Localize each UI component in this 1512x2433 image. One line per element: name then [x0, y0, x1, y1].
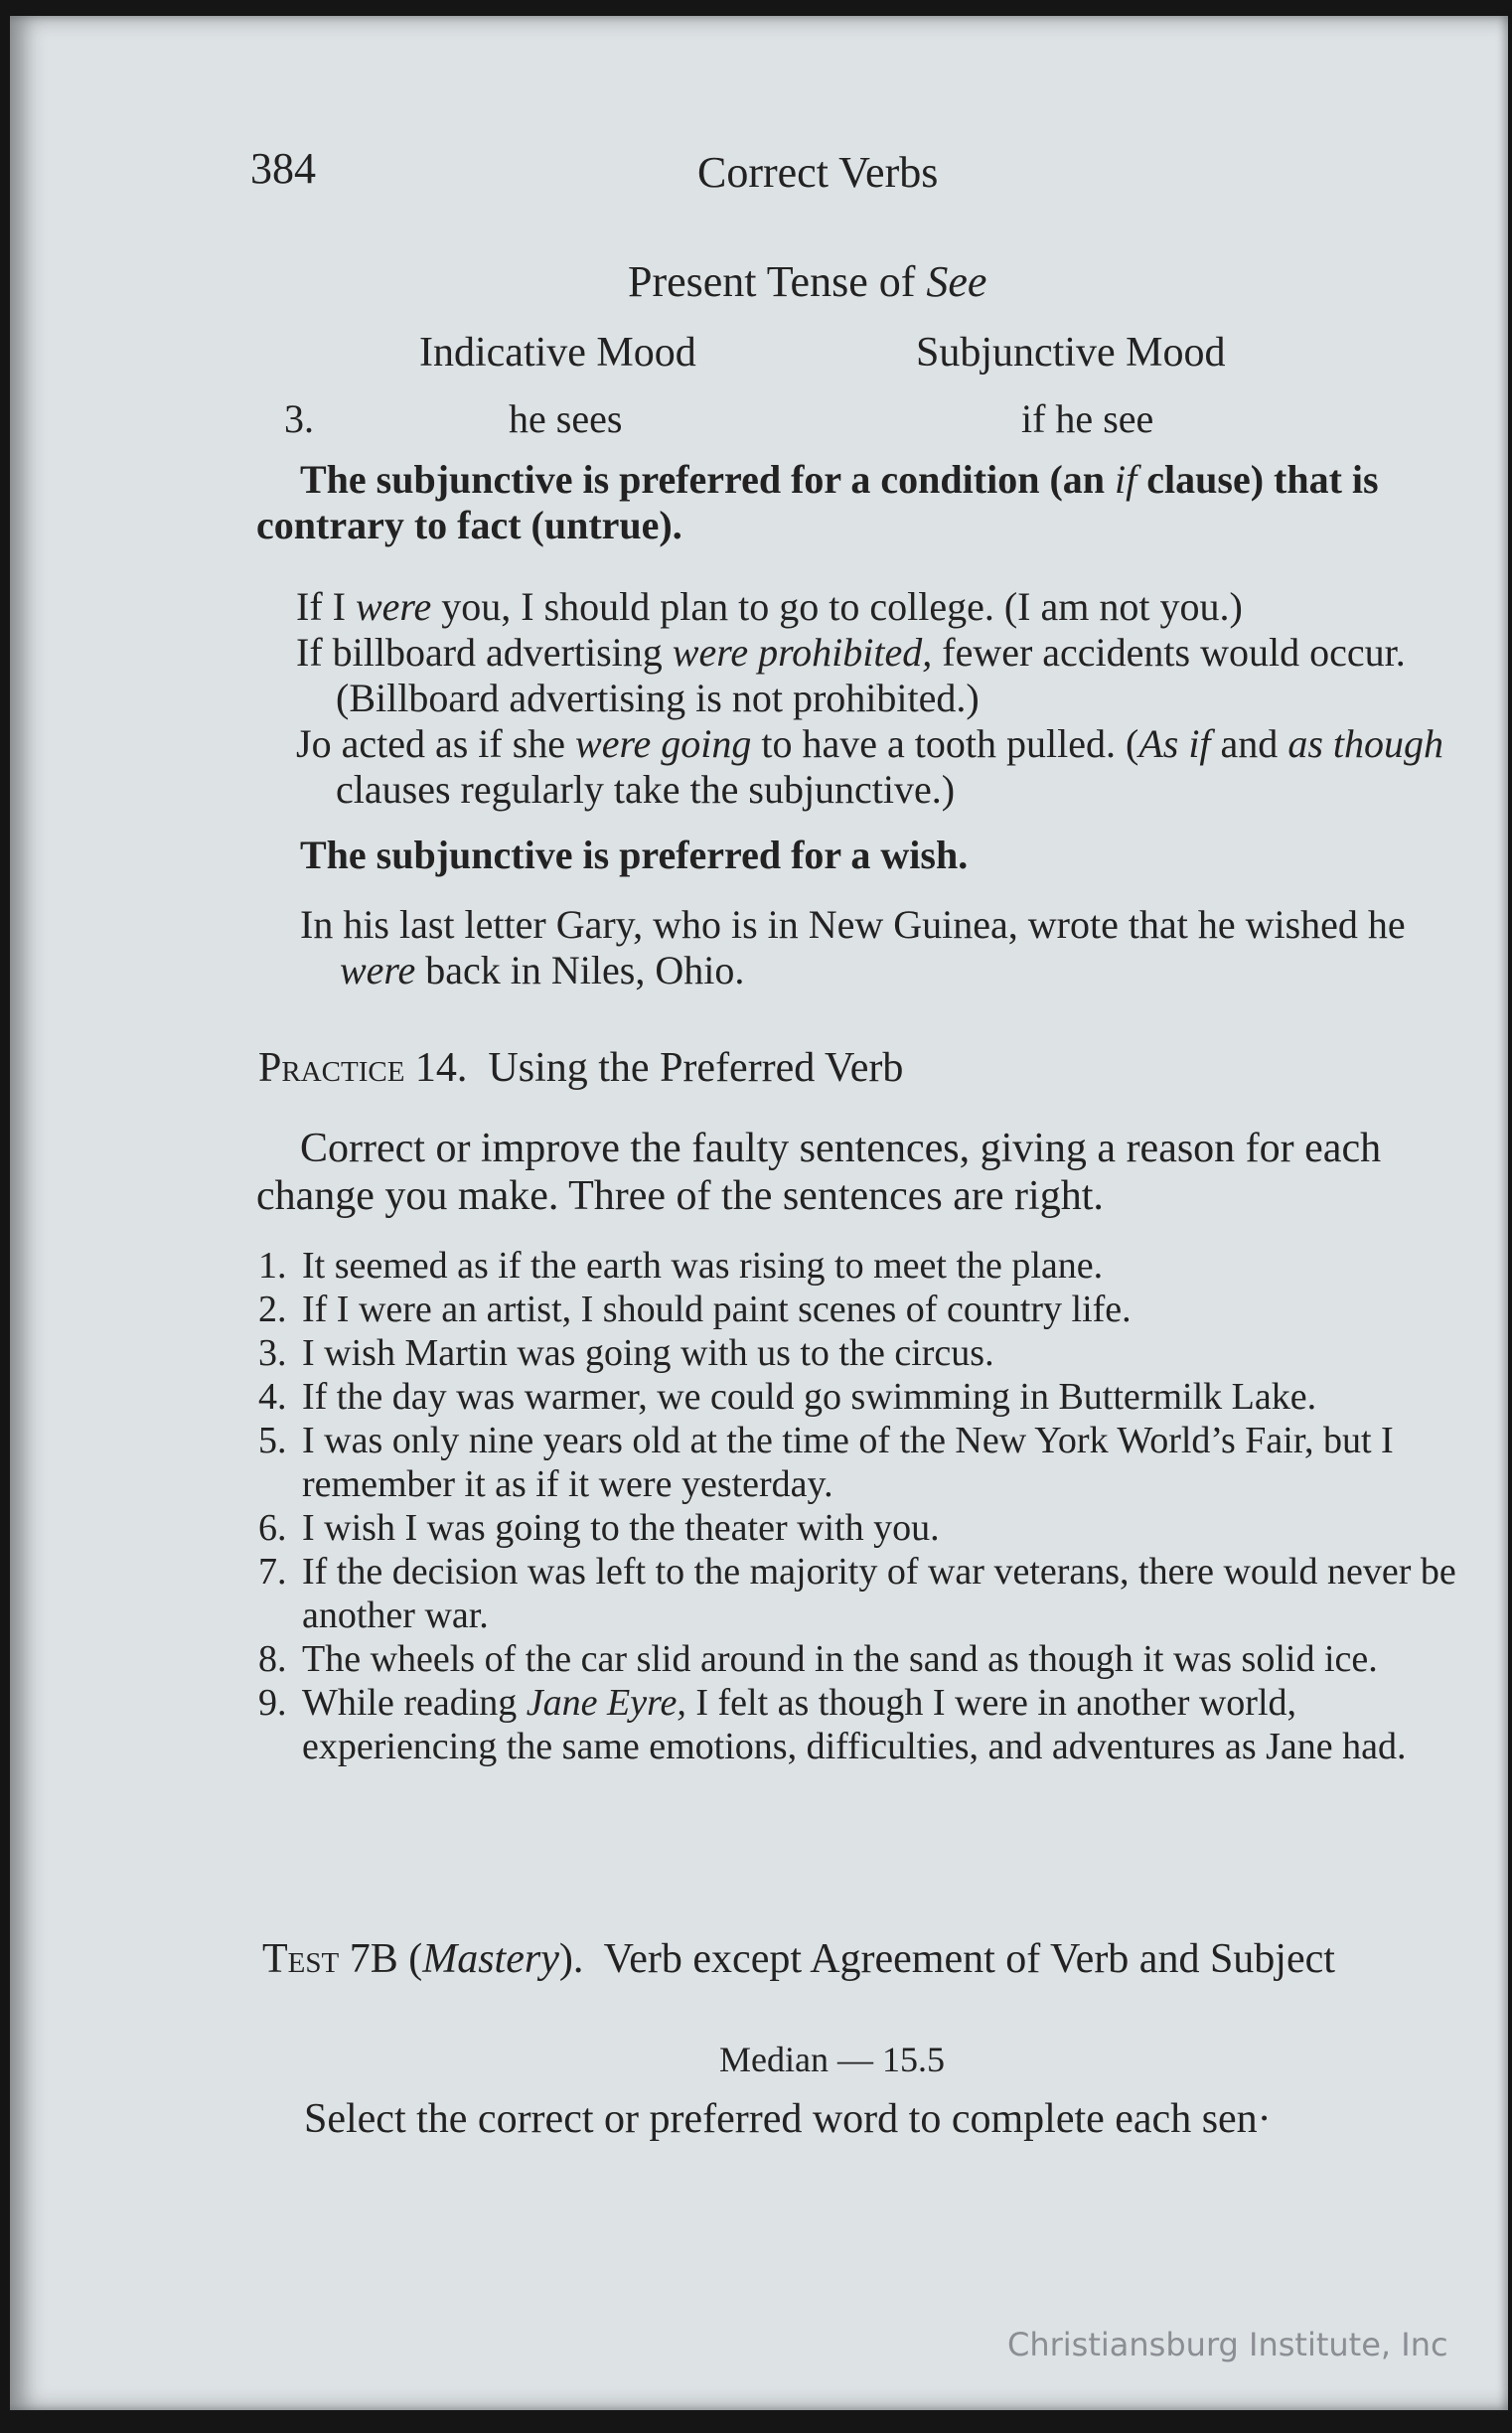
list-item: 2. If I were an artist, I should paint scenes of country life. — [258, 1289, 1132, 1330]
test-heading: Test 7B (Mastery). Verb except Agreement of Verb and Subject — [262, 1936, 1335, 1982]
list-item: 5. I was only nine years old at the time of the New York World’s Fair, but I remember it as if it were yesterday. — [258, 1420, 1394, 1505]
column-header-subjunctive: Subjunctive Mood — [916, 330, 1226, 376]
table-title-prefix: Present Tense of — [628, 257, 927, 306]
list-item: 7. If the decision was left to the majority of war veterans, there would never be another war. — [258, 1551, 1456, 1636]
running-title: Correct Verbs — [697, 148, 939, 197]
test-instructions: Select the correct or preferred word to complete each sen· — [304, 2096, 1272, 2142]
practice-title: Using the Preferred Verb — [488, 1045, 904, 1091]
practice-label: Practice — [258, 1045, 405, 1091]
list-item: 4. If the day was warmer, we could go swimming in Buttermilk Lake. — [258, 1376, 1317, 1418]
table-row-number: 3. — [284, 396, 314, 441]
median-line: Median — 15.5 — [719, 2040, 945, 2079]
column-header-indicative: Indicative Mood — [419, 330, 696, 376]
list-item: 1. It seemed as if the earth was rising to meet the plane. — [258, 1245, 1104, 1287]
example-2: If billboard advertising were prohibited, fewer accidents would occur. (Billboard advertising is not prohibited.) — [296, 630, 1406, 720]
table-title — [628, 256, 986, 307]
example-1: If I were you, I should plan to go to college. (I am not you.) — [296, 584, 1243, 629]
rule-wish: The subjunctive is preferred for a wish. — [300, 833, 969, 877]
test-label: Test — [262, 1936, 340, 1982]
practice-heading — [258, 1045, 1450, 1091]
table-cell-indicative: he sees — [509, 396, 623, 441]
table-cell-subjunctive: if he see — [1021, 396, 1154, 441]
list-item: 6. I wish I was going to the theater with you. — [258, 1507, 940, 1549]
practice-instructions: Correct or improve the faulty sentences, giving a reason for each change you make. Three of the sentences are right. — [256, 1126, 1382, 1219]
watermark: Christiansburg Institute, Inc — [1007, 2326, 1448, 2363]
page-number: 384 — [250, 144, 316, 193]
practice-list — [246, 1244, 1460, 1768]
test-title: Verb except Agreement of Verb and Subject — [603, 1936, 1335, 1982]
book-page — [10, 16, 1508, 2410]
list-item: 9. While reading Jane Eyre, I felt as though I were in another world, experiencing the same emotions, difficulties, and adventures as Jane had. — [258, 1682, 1407, 1767]
list-item: 3. I wish Martin was going with us to the circus. — [258, 1332, 994, 1374]
list-item: 8. The wheels of the car slid around in the sand as though it was solid ice. — [258, 1638, 1378, 1680]
example-3: Jo acted as if she were going to have a tooth pulled. (As if and as though clauses regularly take the subjunctive.) — [296, 721, 1443, 812]
rule-contrary-to-fact: The subjunctive is preferred for a condition (an if clause) that is contrary to fact (untrue). — [256, 457, 1379, 547]
table-title-word: See — [926, 257, 987, 306]
example-wish: In his last letter Gary, who is in New Guinea, wrote that he wished he were back in Niles, Ohio. — [300, 902, 1406, 992]
practice-number: 14. — [404, 1045, 468, 1091]
